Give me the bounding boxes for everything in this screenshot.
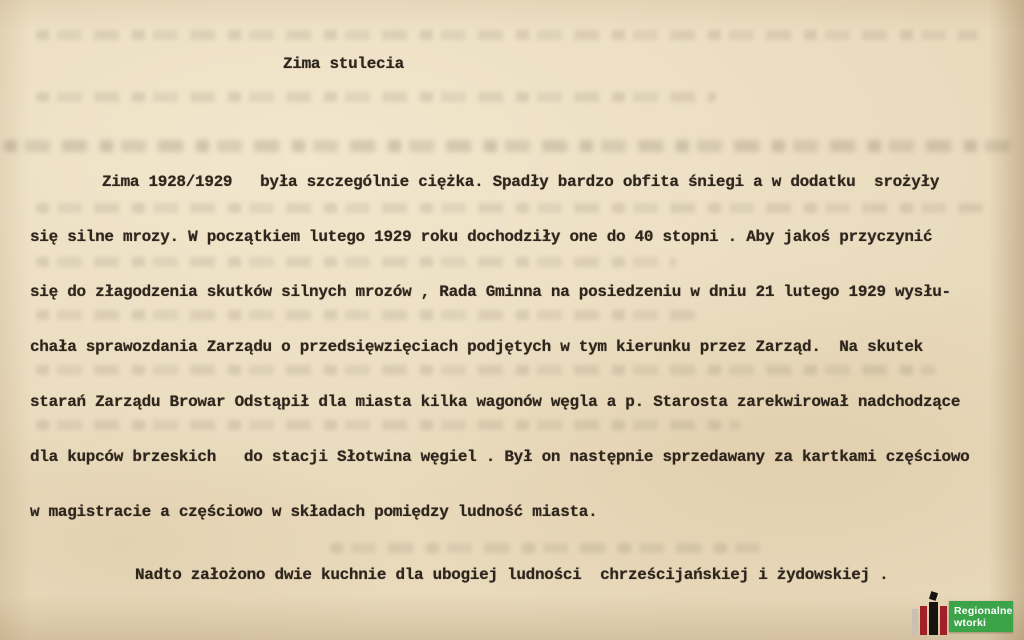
regionalne-wtorki-logo [903,591,1015,638]
ink-bleed-line [36,365,936,375]
logo-book-bar-gray [912,609,918,635]
logo-text-line1: Regionalne [954,604,1013,617]
ink-bleed-line [36,30,978,40]
paragraph-line: starań Zarządu Browar Odstąpił dla miasta kilka wagonów węgla a p. Starosta zarekwirował nadchodzące [30,393,961,411]
ink-bleed-line [4,140,1016,152]
paragraph-line: w magistracie a częściowo w składach pomiędzy ludność miasta. [30,503,598,521]
paragraph-line: Nadto założono dwie kuchnie dla ubogiej ludności chrześcijańskiej i żydowskiej . [135,566,889,584]
ink-bleed-line [36,92,716,102]
paragraph-line: Zima 1928/1929 była szczególnie ciężka. Spadły bardzo obfita śniegi a w dodatku srożyły [102,173,940,191]
logo-book-bar-black [929,602,938,635]
ink-bleed-line [330,543,760,553]
page-title: Zima stulecia [283,55,404,73]
logo-text-line2: wtorki [954,616,987,629]
logo-book-bar-red [920,606,927,635]
logo-book-bar-red-2 [940,606,947,635]
paragraph-line: dla kupców brzeskich do stacji Słotwina węgiel . Był on następnie sprzedawany za kartkami częściowo [30,448,970,466]
paragraph-line: się do złagodzenia skutków silnych mrozów , Rada Gminna na posiedzeniu w dniu 21 lutego 1929 wysłu- [30,283,951,301]
logo-green-plate [949,601,1013,632]
paragraph-line: chała sprawozdania Zarządu o przedsięwzięciach podjętych w tym kierunku przez Zarząd. Na skutek [30,338,923,356]
paragraph-line: się silne mrozy. W początkiem lutego 1929 roku dochodziły one do 40 stopni . Aby jakoś przyczynić [30,228,933,246]
ink-bleed-line [36,257,676,267]
ink-bleed-line [36,310,696,320]
ink-bleed-line [36,203,984,213]
ink-bleed-line [36,420,741,430]
logo-i-dot [929,591,938,601]
